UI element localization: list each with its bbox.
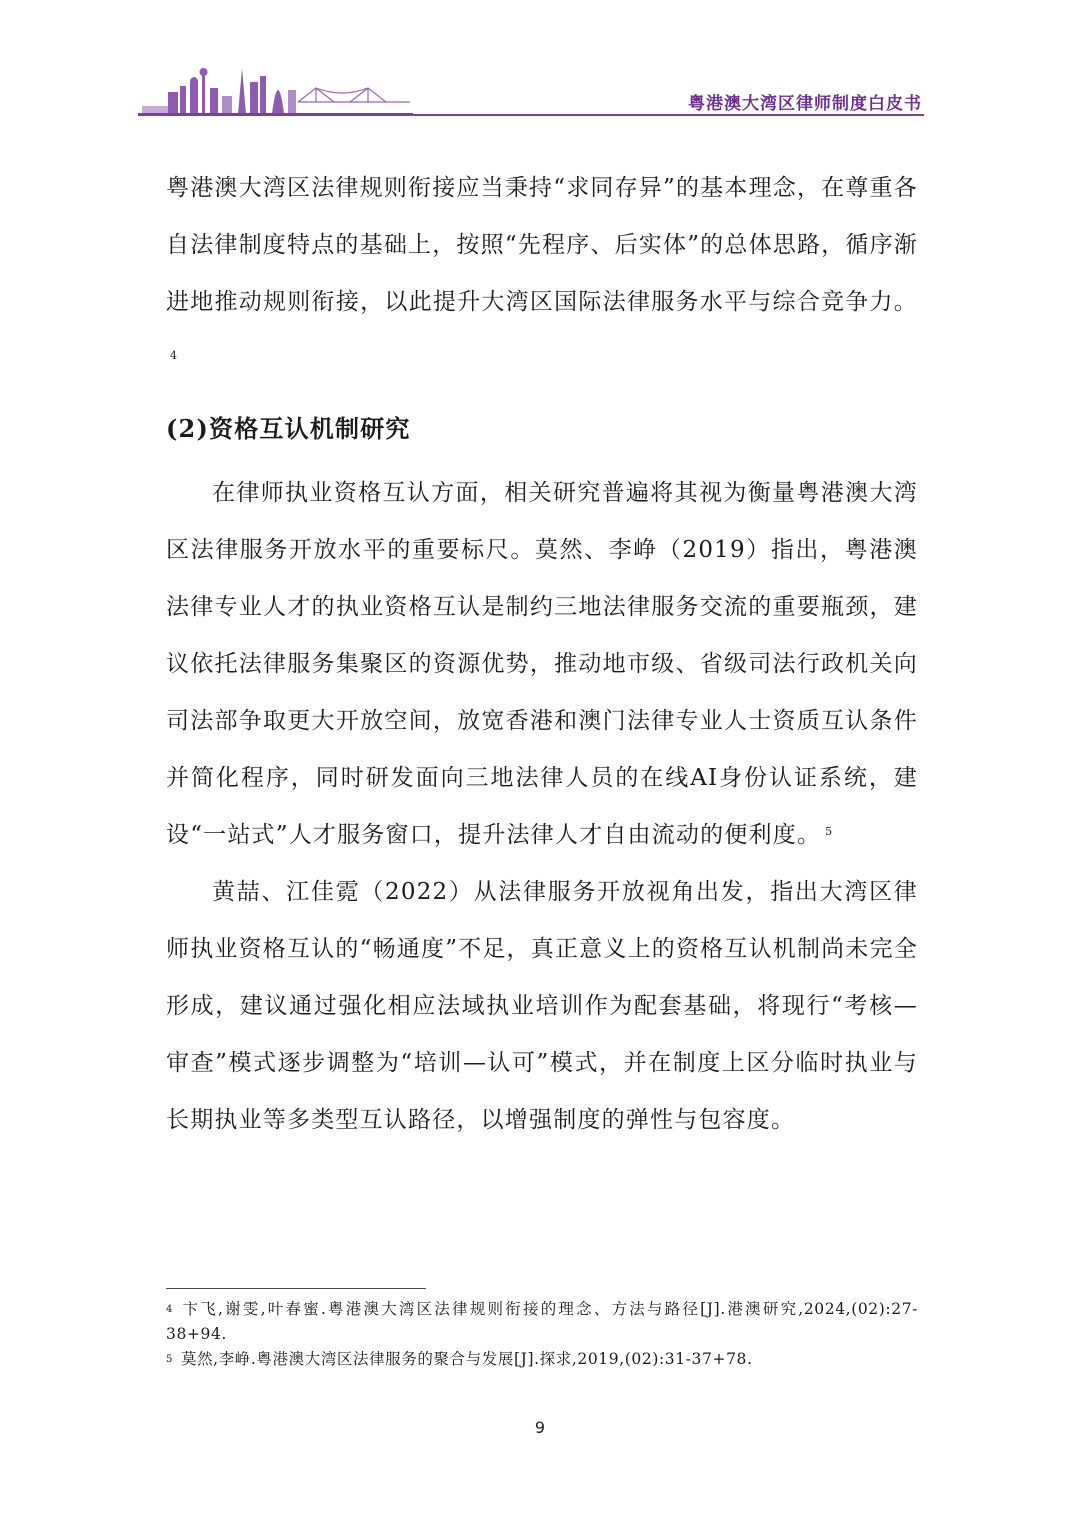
footnote-5-text: 莫然,李峥.粤港澳大湾区法律服务的聚合与发展[J].探求,2019,(02):31-37+78. bbox=[180, 1350, 753, 1368]
footnote-ref-5[interactable]: 5 bbox=[825, 825, 834, 838]
footnotes bbox=[166, 1297, 918, 1372]
paragraph-1-text: 粤港澳大湾区法律规则衔接应当秉持“求同存异”的基本理念，在尊重各自法律制度特点的基础上，按照“先程序、后实体”的总体思路，循序渐进地推动规则衔接，以此提升大湾区国际法律服务水平与综合竞争力。 bbox=[166, 175, 918, 315]
section-heading: (2)资格互认机制研究 bbox=[166, 414, 411, 443]
footnote-4 bbox=[166, 1297, 918, 1347]
footnote-5 bbox=[166, 1347, 918, 1372]
page-number: 9 bbox=[534, 1418, 546, 1437]
footnote-4-number: 4 bbox=[166, 1304, 173, 1315]
header-title: 粤港澳大湾区律师制度白皮书 bbox=[688, 94, 922, 114]
paragraph-2 bbox=[166, 465, 918, 864]
skyline-logo bbox=[138, 58, 413, 116]
page-body bbox=[166, 160, 918, 1149]
paragraph-2-text: 在律师执业资格互认方面，相关研究普遍将其视为衡量粤港澳大湾区法律服务开放水平的重要标尺。莫然、李峥（2019）指出，粤港澳法律专业人才的执业资格互认是制约三地法律服务交流的重要瓶颈，建议依托法律服务集聚区的资源优势，推动地市级、省级司法行政机关向司法部争取更大开放空间，放宽香港和澳门法律专业人士资质互认条件并简化程序，同时研发面向三地法律人员的在线AI身份认证系统，建设“一站式”人才服务窗口，提升法律人才自由流动的便利度。 bbox=[166, 480, 918, 848]
paragraph-1 bbox=[166, 160, 918, 388]
footnote-divider bbox=[166, 1288, 426, 1289]
footnote-4-text: 卞飞,谢雯,叶春蜜.粤港澳大湾区法律规则衔接的理念、方法与路径[J].港澳研究,2024,(02):27-38+94. bbox=[166, 1300, 918, 1343]
footnote-5-number: 5 bbox=[166, 1354, 173, 1365]
footnote-ref-4[interactable]: 4 bbox=[170, 349, 179, 362]
paragraph-3: 黄喆、江佳霓（2022）从法律服务开放视角出发，指出大湾区律师执业资格互认的“畅通度”不足，真正意义上的资格互认机制尚未完全形成，建议通过强化相应法域执业培训作为配套基础，将现行“考核—审查”模式逐步调整为“培训—认可”模式，并在制度上区分临时执业与长期执业等多类型互认路径，以增强制度的弹性与包容度。 bbox=[166, 879, 918, 1133]
header-divider bbox=[138, 114, 924, 116]
